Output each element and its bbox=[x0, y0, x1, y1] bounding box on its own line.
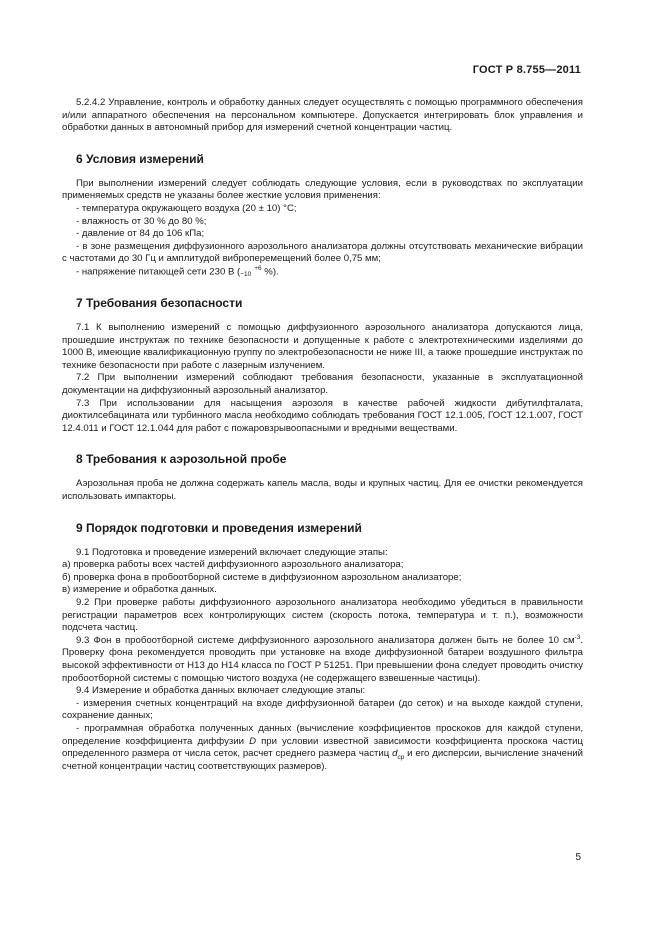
p93-superscript: -3 bbox=[574, 633, 581, 641]
step-measurement: - измерения счетных концентраций на входе диффузионной батареи (до сеток) и на выходе каждой ступени, сохранение данных; bbox=[62, 697, 583, 722]
paragraph-9-4: 9.4 Измерение и обработка данных включает следующие этапы: bbox=[76, 685, 366, 697]
paragraph-8: Аэрозольная проба не должна содержать капель масла, воды и крупных частиц. Для ее очистки рекомендуется использовать импакторы. bbox=[62, 478, 583, 502]
paragraph-5-2-4-2: 5.2.4.2 Управление, контроль и обработку данных следует осуществлять с помощью программного обеспечения и/или аппаратного обеспечения на персональном компьютере. Допускается интегрировать блок управления и обработки данных в автономный прибор для измерений счетной концентрации частиц. bbox=[62, 97, 583, 134]
condition-pressure: - давление от 84 до 106 кПа; bbox=[76, 228, 205, 240]
section-9-heading: 9 Порядок подготовки и проведения измерений bbox=[76, 520, 362, 535]
document-body bbox=[62, 97, 583, 773]
voltage-text-pre: - напряжение питающей сети 230 В ( bbox=[76, 266, 241, 278]
paragraph-9-3 bbox=[62, 635, 583, 685]
proc-d: d bbox=[392, 748, 398, 760]
p93-post: . Проверку фона рекомендуется проводить при установке на входе диффузионной батареи воздушного фильтра высокой эффективности от Н13 до Н14 класса по ГОСТ Р 51251. При превышении фона следует проводить очистку пробоотборной системы с помощью чистого воздуха (не содержащего взвешенные частицы). bbox=[62, 634, 583, 684]
section-7-heading: 7 Требования безопасности bbox=[76, 296, 243, 311]
step-a: а) проверка работы всех частей диффузионного аэрозольного анализатора; bbox=[62, 559, 404, 571]
proc-pre: - программная обработка полученных данных (вычисление коэффициентов проскоков для каждой ступени, определение коэффициента диффузии bbox=[62, 722, 583, 747]
voltage-tolerance-minus: −10 bbox=[240, 270, 252, 278]
condition-temperature: - температура окружающего воздуха (20 ± 10) °С; bbox=[76, 202, 297, 214]
page-number: 5 bbox=[575, 852, 581, 863]
paragraph-9-1: 9.1 Подготовка и проведение измерений включает следующие этапы: bbox=[76, 546, 388, 558]
paragraph-7-3: 7.3 При использовании для насыщения аэрозоля в качестве рабочей жидкости дибутилфталата, диоктилсебацината или турбинного масла необходимо соблюдать требования ГОСТ 12.1.005, ГОСТ 12.1.007, ГОСТ 12.4.011 и ГОСТ 12.1.044 для работ с пожаровзрывоопасными и вредными веществами. bbox=[62, 397, 583, 434]
step-b: б) проверка фона в пробоотборной системе в диффузионном аэрозольном анализаторе; bbox=[62, 571, 462, 583]
paragraph-9-2: 9.2 При проверке работы диффузионного аэрозольного анализатора необходимо убедиться в правильности регистрации параметров всех контролирующих систем (скорость потока, температура и т. п.), возможности подсчета частиц. bbox=[62, 596, 583, 634]
proc-D: D bbox=[249, 735, 257, 747]
step-processing bbox=[62, 723, 583, 773]
section-8-heading: 8 Требования к аэрозольной пробе bbox=[76, 452, 287, 467]
proc-d-subscript: ср bbox=[397, 754, 405, 761]
proc-mid: при условии известной зависимости коэффициента проскока частиц определенного размера от числа сеток, расчет среднего размера частиц bbox=[62, 735, 584, 760]
condition-voltage bbox=[62, 266, 583, 279]
step-v: в) измерение и обработка данных. bbox=[62, 584, 217, 596]
p93-pre: 9.3 Фон в пробоотборной системе диффузионного аэрозольного анализатора должен быть не более 10 см bbox=[76, 634, 575, 646]
paragraph-7-1: 7.1 К выполнению измерений с помощью диффузионного аэрозольного анализатора допускаются лица, прошедшие инструктаж по технике безопасности и допущенные к работе с электротехническими изделиями до 1000 В, имеющие квалификационную группу по электробезопасности не ниже III, а также прошедшие инструктаж по технике безопасности при работе с лазерным излучением. bbox=[62, 322, 583, 371]
condition-humidity: - влажность от 30 % до 80 %; bbox=[76, 215, 207, 227]
condition-vibration: - в зоне размещения диффузионного аэрозольного анализатора должны отсутствовать механические вибрации с частотами до 30 Гц и амплитудой виброперемещений более 0,75 мм; bbox=[62, 240, 583, 265]
proc-post: и его дисперсии, вычисление значений счетной концентрации частиц соответствующих размеров). bbox=[62, 748, 583, 772]
section-6-heading: 6 Условия измерений bbox=[76, 151, 204, 166]
document-header: ГОСТ Р 8.755—2011 bbox=[472, 64, 581, 76]
section-6-intro: При выполнении измерений следует соблюдать следующие условия, если в руководствах по эксплуатации применяемых средств не указаны более жесткие условия применения: bbox=[62, 177, 583, 202]
paragraph-7-2: 7.2 При выполнении измерений соблюдают требования безопасности, указанные в эксплуатационной документации на диффузионный аэрозольный анализатор. bbox=[62, 372, 583, 397]
voltage-tolerance-plus: +6 bbox=[254, 264, 262, 272]
voltage-text-post: %). bbox=[261, 266, 279, 278]
voltage-tolerance bbox=[240, 266, 261, 278]
